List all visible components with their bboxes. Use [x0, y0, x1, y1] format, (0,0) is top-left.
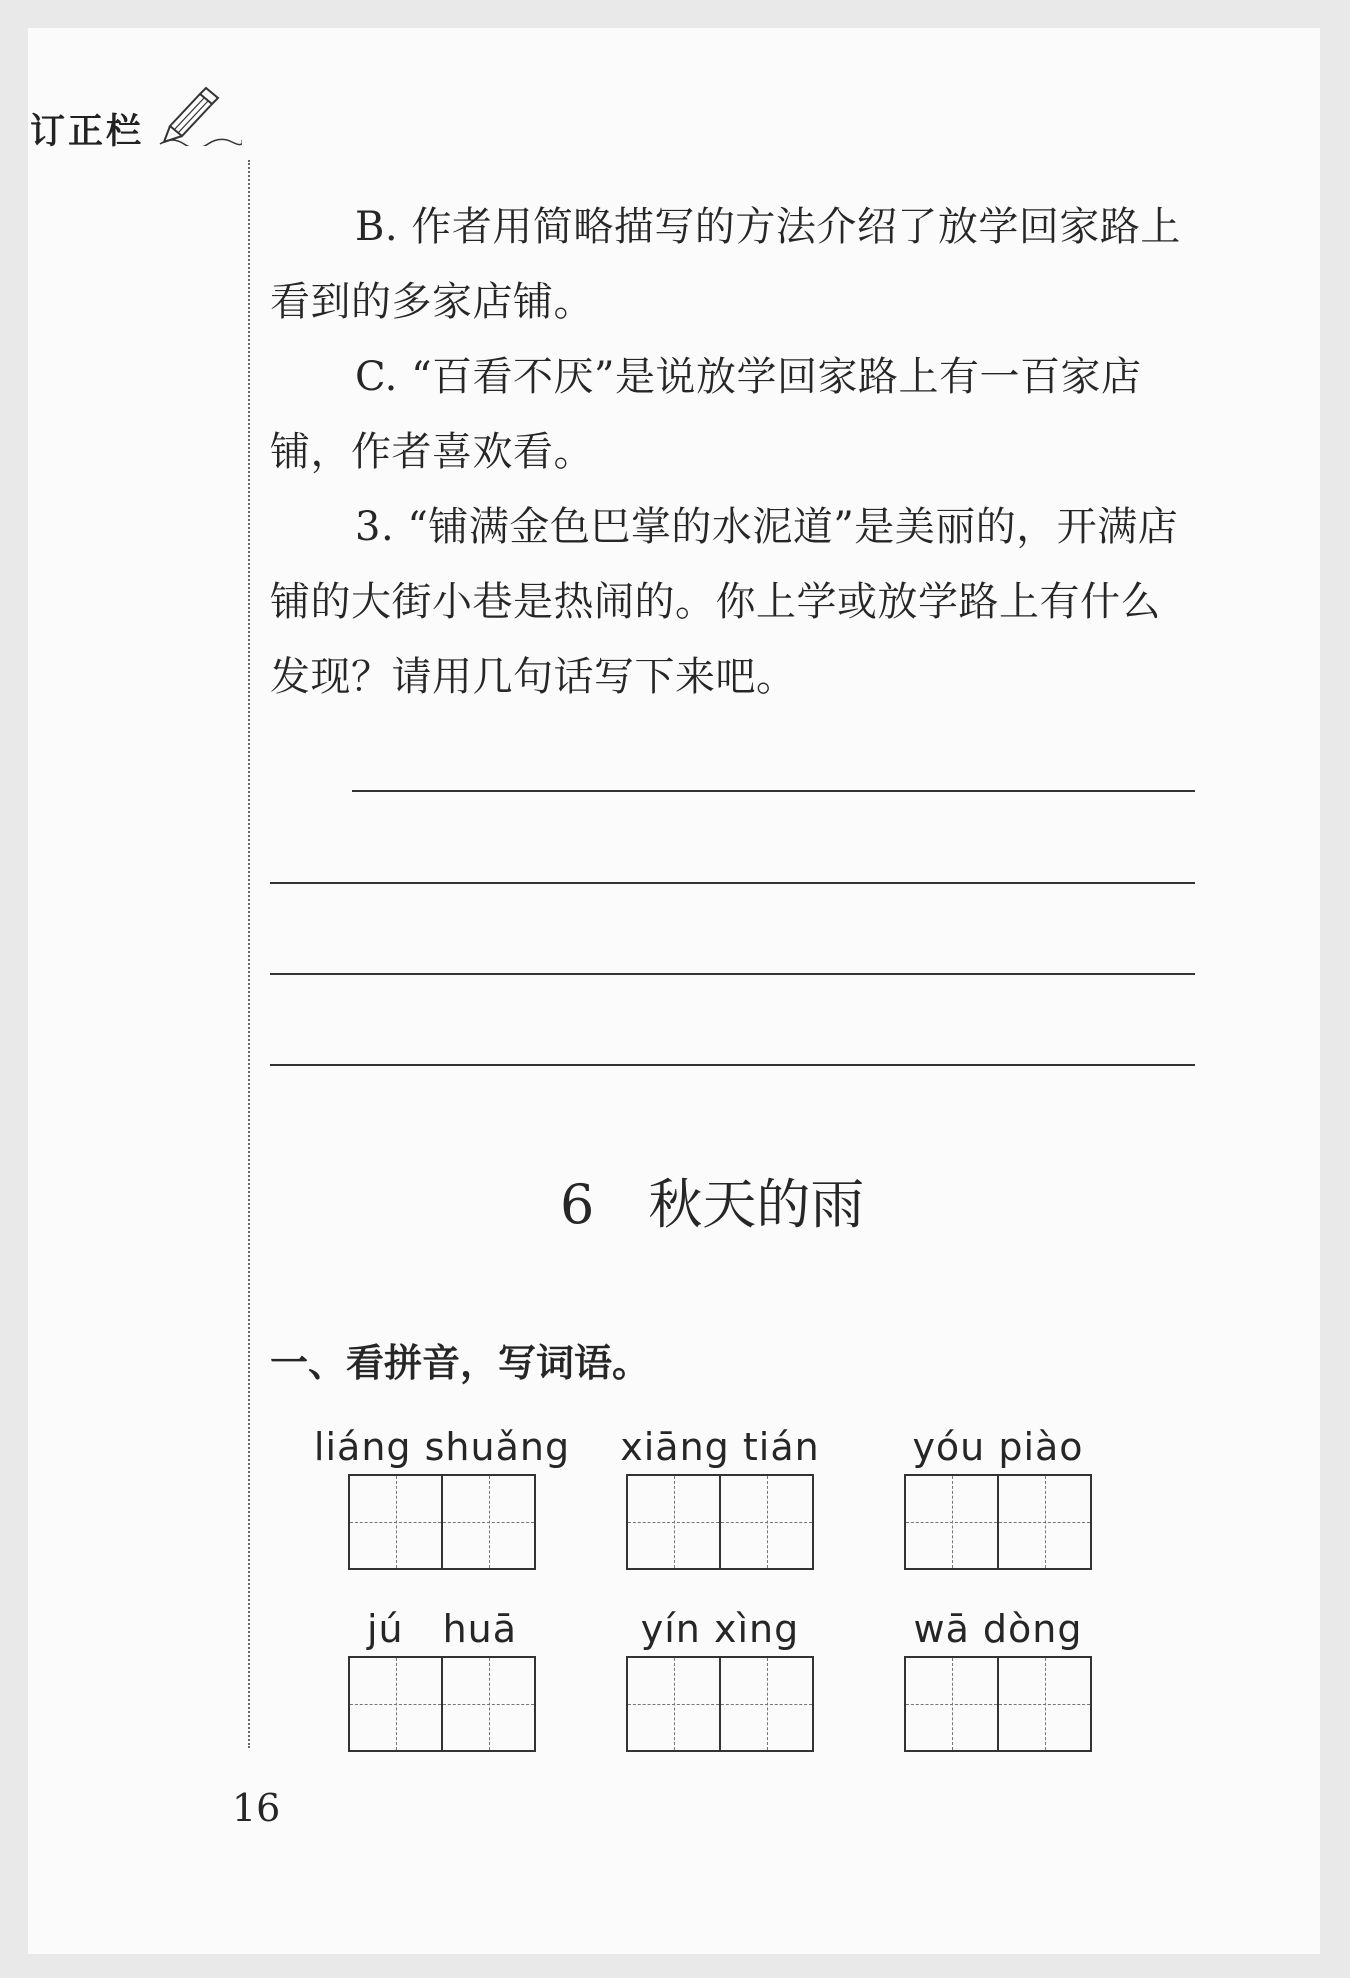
- tianzige-cell[interactable]: [348, 1656, 443, 1752]
- tianzige-cell[interactable]: [904, 1656, 999, 1752]
- pinyin-item: [858, 1602, 1138, 1752]
- tianzige-cell[interactable]: [721, 1656, 814, 1752]
- section-heading: 一、看拼音，写词语。: [270, 1341, 651, 1385]
- pinyin-item: [580, 1602, 860, 1752]
- writing-grid[interactable]: [348, 1656, 536, 1752]
- writing-grid[interactable]: [904, 1474, 1092, 1570]
- tianzige-cell[interactable]: [348, 1474, 443, 1570]
- tianzige-cell[interactable]: [626, 1474, 721, 1570]
- pinyin-item: [580, 1420, 860, 1570]
- pinyin-item: [858, 1420, 1138, 1570]
- question-3-text: 3. “铺满金色巴掌的水泥道”是美丽的，开满店铺的大街小巷是热闹的。你上学或放学路上有什么发现？请用几句话写下来吧。: [270, 504, 1179, 700]
- pinyin-text: wā dòng: [913, 1607, 1083, 1651]
- pinyin-text: liáng shuǎng: [313, 1425, 571, 1469]
- correction-column-label: 订正栏: [30, 112, 145, 152]
- option-b-text: B. 作者用简略描写的方法介绍了放学回家路上看到的多家店铺。: [270, 204, 1181, 325]
- answer-line[interactable]: [270, 1064, 1195, 1066]
- pinyin-text: yín xìng: [640, 1607, 800, 1651]
- tianzige-cell[interactable]: [626, 1656, 721, 1752]
- margin-divider: [248, 160, 250, 1748]
- tianzige-cell[interactable]: [999, 1474, 1092, 1570]
- answer-line[interactable]: [270, 973, 1195, 975]
- writing-grid[interactable]: [626, 1656, 814, 1752]
- pencil-icon: [152, 86, 242, 146]
- tianzige-cell[interactable]: [999, 1656, 1092, 1752]
- tianzige-cell[interactable]: [721, 1474, 814, 1570]
- page-number: 16: [232, 1786, 281, 1830]
- pinyin-text: xiāng tián: [620, 1425, 820, 1469]
- tianzige-cell[interactable]: [443, 1656, 536, 1752]
- answer-line[interactable]: [352, 790, 1195, 792]
- pinyin-item: [302, 1602, 582, 1752]
- tianzige-cell[interactable]: [443, 1474, 536, 1570]
- option-c-text: C. “百看不厌”是说放学回家路上有一百家店铺，作者喜欢看。: [270, 354, 1142, 475]
- lesson-title: [560, 1162, 864, 1239]
- writing-grid[interactable]: [904, 1656, 1092, 1752]
- pinyin-text: jú huā: [366, 1607, 518, 1651]
- lesson-name: 秋天的雨: [648, 1173, 865, 1236]
- lesson-number: 6: [560, 1173, 595, 1236]
- writing-grid[interactable]: [348, 1474, 536, 1570]
- tianzige-cell[interactable]: [904, 1474, 999, 1570]
- pinyin-item: [302, 1420, 582, 1570]
- answer-line[interactable]: [270, 882, 1195, 884]
- writing-grid[interactable]: [626, 1474, 814, 1570]
- pinyin-text: yóu piào: [912, 1425, 1084, 1469]
